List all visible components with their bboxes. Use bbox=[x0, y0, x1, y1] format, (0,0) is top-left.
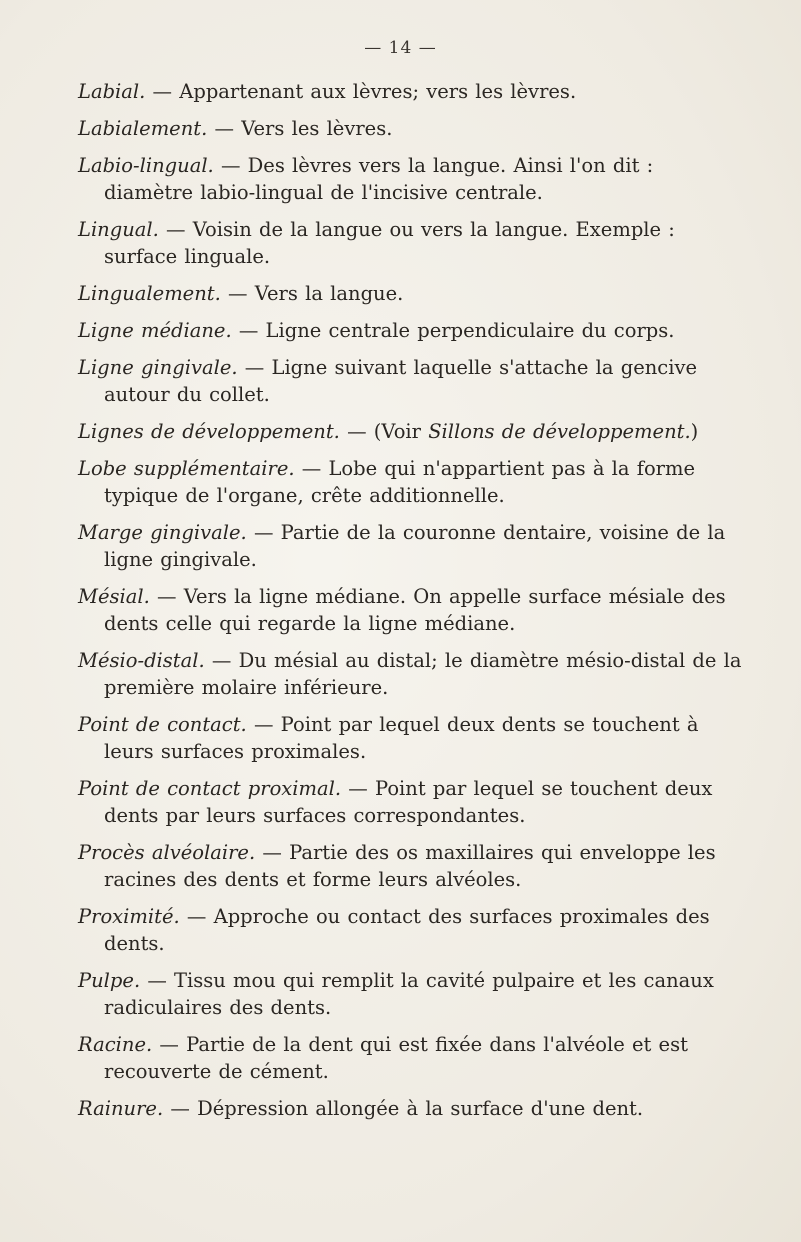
entry-term: Marge gingivale. bbox=[78, 521, 247, 544]
glossary-entry bbox=[78, 78, 746, 105]
entry-definition-end: ) bbox=[690, 420, 699, 443]
entry-definition: — Voisin de la langue ou vers la langue. Exemple : surface linguale. bbox=[104, 218, 675, 268]
entry-term: Labialement. bbox=[78, 117, 208, 140]
entry-term: Proximité. bbox=[78, 905, 180, 928]
entry-definition: — Vers la ligne médiane. On appelle surface mésiale des dents celle qui regarde la ligne médiane. bbox=[104, 585, 726, 635]
glossary-entry bbox=[78, 418, 746, 445]
glossary-entry bbox=[78, 317, 746, 344]
entry-definition: — Ligne suivant laquelle s'attache la gencive autour du collet. bbox=[104, 356, 698, 406]
entry-definition: — Lobe qui n'appartient pas à la forme typique de l'organe, crête additionnelle. bbox=[104, 457, 696, 507]
glossary-entry bbox=[78, 115, 746, 142]
entry-definition: — Dépression allongée à la surface d'une dent. bbox=[163, 1097, 644, 1120]
entry-definition: — Du mésial au distal; le diamètre mésio-distal de la première molaire inférieure. bbox=[104, 649, 742, 699]
entry-definition: — Point par lequel deux dents se touchent à leurs surfaces proximales. bbox=[104, 713, 699, 763]
entry-definition: — Appartenant aux lèvres; vers les lèvres. bbox=[145, 80, 577, 103]
glossary-entry bbox=[78, 775, 746, 829]
entry-term: Racine. bbox=[78, 1033, 153, 1056]
entry-term: Rainure. bbox=[78, 1097, 164, 1120]
entry-definition: — Des lèvres vers la langue. Ainsi l'on dit : diamètre labio-lingual de l'incisive centrale. bbox=[104, 154, 654, 204]
entry-definition: — (Voir bbox=[339, 420, 429, 443]
entry-definition: — Approche ou contact des surfaces proximales des dents. bbox=[104, 905, 710, 955]
glossary-entry bbox=[78, 1095, 746, 1122]
entry-term: Pulpe. bbox=[78, 969, 141, 992]
entry-term: Lingualement. bbox=[78, 282, 221, 305]
glossary-entry bbox=[78, 647, 746, 701]
glossary-entry bbox=[78, 519, 746, 573]
entry-definition: — Partie de la couronne dentaire, voisine de la ligne gingivale. bbox=[104, 521, 726, 571]
entry-definition: — Partie des os maxillaires qui enveloppe les racines des dents et forme leurs alvéoles. bbox=[104, 841, 716, 891]
entry-term: Point de contact proximal. bbox=[78, 777, 342, 800]
entry-definition: — Tissu mou qui remplit la cavité pulpaire et les canaux radiculaires des dents. bbox=[104, 969, 714, 1019]
entry-cross-reference: Sillons de développement. bbox=[428, 420, 691, 443]
entry-definition: — Vers les lèvres. bbox=[207, 117, 393, 140]
entry-term: Lobe supplémentaire. bbox=[78, 457, 295, 480]
entry-term: Ligne médiane. bbox=[78, 319, 232, 342]
entry-term: Mésial. bbox=[78, 585, 150, 608]
glossary-entry bbox=[78, 354, 746, 408]
glossary-entry bbox=[78, 711, 746, 765]
page-number: — 14 — bbox=[364, 38, 437, 58]
glossary-entry bbox=[78, 280, 746, 307]
entry-definition: — Point par lequel se touchent deux dents par leurs surfaces correspondantes. bbox=[104, 777, 713, 827]
glossary-entry bbox=[78, 839, 746, 893]
glossary-entry bbox=[78, 583, 746, 637]
glossary-entry bbox=[78, 967, 746, 1021]
entry-term: Labial. bbox=[78, 80, 146, 103]
entry-term: Lignes de développement. bbox=[78, 420, 340, 443]
glossary-entry bbox=[78, 152, 746, 206]
entry-term: Lingual. bbox=[78, 218, 159, 241]
glossary-entry bbox=[78, 455, 746, 509]
entry-definition: — Partie de la dent qui est fixée dans l'alvéole et est recouverte de cément. bbox=[104, 1033, 688, 1083]
entry-term: Labio-lingual. bbox=[78, 154, 214, 177]
glossary-entry bbox=[78, 1031, 746, 1085]
entry-term: Mésio-distal. bbox=[78, 649, 205, 672]
entry-term: Point de contact. bbox=[78, 713, 247, 736]
entry-definition: — Vers la langue. bbox=[220, 282, 404, 305]
entry-term: Ligne gingivale. bbox=[78, 356, 238, 379]
glossary-entry bbox=[78, 903, 746, 957]
glossary-entries bbox=[78, 78, 746, 1132]
entry-definition: — Ligne centrale perpendiculaire du corps. bbox=[231, 319, 675, 342]
glossary-entry bbox=[78, 216, 746, 270]
entry-term: Procès alvéolaire. bbox=[78, 841, 256, 864]
